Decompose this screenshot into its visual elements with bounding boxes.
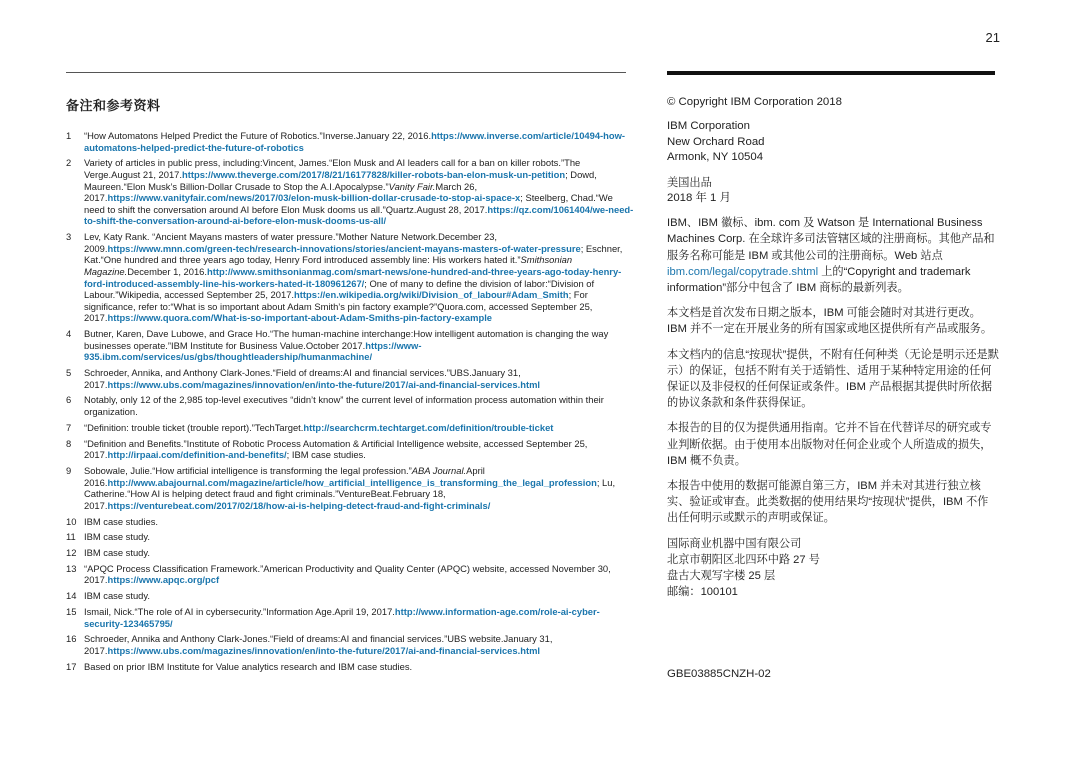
note-item xyxy=(66,367,636,390)
note-item xyxy=(66,531,636,543)
note-number: 9 xyxy=(66,464,72,476)
trademark-text-end: 上的“Copyright and trademark information”部分中包含了 IBM 商标的最新列表。 xyxy=(667,265,971,295)
disclaimer-paragraph: 本报告的目的仅为提供通用指南。它并不旨在代替详尽的研究或专业判断依据。由于使用本出版物对任何企业或个人所造成的损失，IBM 概不负责。 xyxy=(667,422,992,467)
right-divider xyxy=(667,71,995,75)
note-link[interactable]: https://venturebeat.com/2017/02/18/how-ai-is-helping-detect-fraud-and-fight-criminals/ xyxy=(107,499,491,511)
address-line: IBM Corporation xyxy=(667,120,750,133)
note-number: 10 xyxy=(66,515,77,527)
note-link[interactable]: https://www.mnn.com/green-tech/research-innovations/stories/ancient-mayans-masters-of-water-pressure xyxy=(107,242,581,254)
note-number: 6 xyxy=(66,394,72,406)
china-address-line: 邮编：100101 xyxy=(667,586,738,599)
note-text: Sobowale, Julie.“How artificial intelligence is transforming the legal profession.” xyxy=(84,464,412,476)
note-text: April 2016. xyxy=(84,464,485,488)
publication-date: 2018 年 1 月 xyxy=(667,191,731,204)
note-text: Based on prior IBM Institute for Value analytics research and IBM case studies. xyxy=(84,660,413,672)
page-number: 21 xyxy=(985,30,1000,45)
notes-list xyxy=(66,130,636,672)
note-item xyxy=(66,157,636,227)
note-text: Schroeder, Annika, and Anthony Clark-Jones.“Field of dreams:AI and financial services.”UBS.January 31, 2017. xyxy=(84,367,521,390)
note-publication: Vanity Fair. xyxy=(388,180,436,192)
publication-block xyxy=(667,175,999,207)
trademark-paragraph xyxy=(667,215,999,296)
china-address-block xyxy=(667,536,999,601)
note-text: “APQC Process Classification Framework.”American Productivity and Quality Center (APQC) website, accessed November 30, 2017. xyxy=(84,562,611,586)
note-text: ; Steelberg, Chad.“We need to shift the conversation around AI before Elon Musk dooms us all.”Quartz.August 28, 2017. xyxy=(84,192,613,215)
note-link[interactable]: https://en.wikipedia.org/wiki/Division_of_labour#Adam_Smith xyxy=(294,289,569,301)
note-link[interactable]: https://www.apqc.org/pcf xyxy=(107,574,220,586)
note-text: “Definition: trouble ticket (trouble report).”TechTarget. xyxy=(84,421,304,433)
note-text: Ismail, Nick.“The role of AI in cybersecurity.”Information Age.April 19, 2017. xyxy=(84,606,395,617)
note-text: Variety of articles in public press, including:Vincent, James.“Elon Musk and AI leaders call for a ban on killer robots.”The Verge.August 21, 2017. xyxy=(84,157,581,180)
note-number: 12 xyxy=(66,547,77,559)
note-item xyxy=(66,130,636,153)
info-column xyxy=(667,95,999,610)
note-text: ; Eschner, Kat.“One hundred and three years ago today, Henry Ford introduced assembly line: His workers hated it.” xyxy=(84,242,623,266)
note-link[interactable]: https://www.ubs.com/magazines/innovation/en/into-the-future/2017/ai-and-financial-services.html xyxy=(107,378,541,390)
note-item xyxy=(66,661,636,673)
note-text: Lev, Katy Rank. “Ancient Mayans masters of water pressure.”Mother Nature Network.December 23, 2009. xyxy=(84,231,498,254)
note-number: 17 xyxy=(66,660,77,672)
disclaimer-paragraph: 本报告中使用的数据可能源自第三方，IBM 并未对其进行独立核实、验证或审查。此类数据的使用结果均“按现状”提供，IBM 不作出任何明示或默示的声明或保证。 xyxy=(667,480,989,525)
notes-title: 备注和参考资料 xyxy=(66,98,161,113)
note-link[interactable]: https://www.theverge.com/2017/8/21/16177828/killer-robots-ban-elon-musk-un-petition xyxy=(182,168,566,180)
disclaimer-paragraph: 本文档内的信息“按现状”提供，不附有任何种类（无论是明示还是默示）的保证，包括不附有关于适销性、适用于某种特定用途的任何保证以及非侵权的任何保证或条件。IBM 产品根据其提供时所依据的协议条款和条件获得保证。 xyxy=(667,348,999,410)
note-number: 4 xyxy=(66,328,72,340)
address-block xyxy=(667,119,999,165)
note-text: IBM case study. xyxy=(84,590,150,602)
note-text: March 26, 2017. xyxy=(84,180,478,204)
note-number: 14 xyxy=(66,590,77,602)
note-item xyxy=(66,328,636,363)
address-line: Armonk, NY 10504 xyxy=(667,151,764,164)
note-item xyxy=(66,438,636,461)
note-number: 3 xyxy=(66,231,72,243)
note-text: IBM case study. xyxy=(84,547,150,559)
note-link[interactable]: http://www.abajournal.com/magazine/article/how_artificial_intelligence_is_transforming_the_legal_profession xyxy=(107,476,597,488)
note-text: ; Lu, Catherine.“How AI is helping detect fraud and fight criminals.”VentureBeat.February 18, 2017. xyxy=(84,476,616,511)
note-text: Notably, only 12 of the 2,985 top-level executives “didn’t know” the current level of information process automation within their organization. xyxy=(84,394,604,417)
note-text: ; IBM case studies. xyxy=(286,449,366,461)
note-number: 8 xyxy=(66,437,72,449)
note-link[interactable]: https://www.vanityfair.com/news/2017/03/elon-musk-billion-dollar-crusade-to-stop-ai-space-x xyxy=(107,192,521,204)
note-link[interactable]: https://qz.com/1061404/we-need-to-shift-the-conversation-around-ai-before-elon-musk-dooms-us-all/ xyxy=(84,203,634,227)
document-code: GBE03885CNZH-02 xyxy=(667,668,771,680)
china-address-line: 盘古大观写字楼 25 层 xyxy=(667,570,776,583)
note-item xyxy=(66,547,636,559)
note-number: 2 xyxy=(66,157,72,169)
disclaimer-paragraph: 本文档是首次发布日期之版本，IBM 可能会随时对其进行更改。IBM 并不一定在开展业务的所有国家或地区提供所有产品或服务。 xyxy=(667,307,993,336)
notes-column xyxy=(66,95,636,677)
note-item xyxy=(66,231,636,324)
note-item xyxy=(66,394,636,417)
note-number: 1 xyxy=(66,130,72,141)
note-publication: Smithsonian Magazine. xyxy=(84,254,573,277)
note-text: “How Automatons Helped Predict the Future of Robotics.”Inverse.January 22, 2016. xyxy=(84,130,432,141)
note-link[interactable]: https://www.inverse.com/article/10494-how-automatons-helped-predict-the-future-of-robotics xyxy=(84,130,626,153)
note-text: IBM case study. xyxy=(84,531,150,543)
note-text: “Definition and Benefits.”Institute of Robotic Process Automation & Artificial Intelligence website, accessed September 25, 2017. xyxy=(84,437,588,461)
note-item xyxy=(66,465,636,511)
note-number: 13 xyxy=(66,562,77,574)
note-text: ; For significance, refer to:“What is so important about Adam Smith’s pin factory example?”Quora.com, accessed September 25, 2017. xyxy=(84,289,593,324)
left-divider xyxy=(66,72,626,73)
note-link[interactable]: https://www.quora.com/What-is-so-important-about-Adam-Smiths-pin-factory-example xyxy=(107,312,493,324)
trademark-text: IBM、IBM 徽标、ibm. com 及 Watson 是 International Business Machines Corp. 在全球许多司法管辖区域的注册商标。其他产品和服务名称可能是 IBM 或其他公司的注册商标。Web 站点 xyxy=(667,217,995,262)
note-text: Butner, Karen, Dave Lubowe, and Grace Ho.“The human-machine interchange:How intelligent automation is changing the way businesses operate.”IBM Institute for Business Value.October 2017. xyxy=(84,328,609,351)
note-text: ; Dowd, Maureen.“Elon Musk’s Billion-Dollar Crusade to Stop the A.I.Apocalypse.” xyxy=(84,168,597,192)
note-publication: ABA Journal. xyxy=(411,464,467,476)
note-item xyxy=(66,516,636,528)
note-number: 11 xyxy=(66,531,76,543)
note-number: 15 xyxy=(66,606,77,617)
note-link[interactable]: http://www.smithsonianmag.com/smart-news/one-hundred-and-three-years-ago-today-henry-ford-introduced-assembly-line-his-workers-hated-it-180961267/ xyxy=(84,265,622,289)
note-item xyxy=(66,563,636,586)
note-link[interactable]: https://www-935.ibm.com/services/us/gbs/thoughtleadership/humanmachine/ xyxy=(84,339,422,363)
note-item xyxy=(66,422,636,434)
note-text: IBM case studies. xyxy=(84,515,158,527)
note-text: Schroeder, Annika and Anthony Clark-Jones.“Field of dreams:AI and financial services.”UBS website.January 31, 2017. xyxy=(84,633,553,656)
address-line: New Orchard Road xyxy=(667,135,765,148)
note-number: 5 xyxy=(66,367,72,379)
note-number: 7 xyxy=(66,421,72,433)
note-link[interactable]: http://www.information-age.com/role-ai-cyber-security-123465795/ xyxy=(84,606,600,629)
note-item xyxy=(66,590,636,602)
note-text: December 1, 2016. xyxy=(127,265,207,277)
copyright: © Copyright IBM Corporation 2018 xyxy=(667,96,842,108)
note-text: ; One of many to define the division of labor:“Division of Labour.”Wikipedia, accessed September 25, 2017. xyxy=(84,277,595,301)
china-address-line: 北京市朝阳区北四环中路 27 号 xyxy=(667,553,820,566)
china-address-line: 国际商业机器中国有限公司 xyxy=(667,537,802,550)
note-link[interactable]: https://www.ubs.com/magazines/innovation/en/into-the-future/2017/ai-and-financial-services.html xyxy=(107,644,541,656)
note-item xyxy=(66,633,636,656)
note-item xyxy=(66,606,636,629)
publication-origin: 美国出品 xyxy=(667,176,712,189)
trademark-link[interactable]: ibm.com/legal/copytrade.shtml xyxy=(667,265,819,278)
note-link[interactable]: http://searchcrm.techtarget.com/definition/trouble-ticket xyxy=(303,421,554,433)
note-link[interactable]: http://irpaai.com/definition-and-benefits/ xyxy=(107,449,287,461)
note-number: 16 xyxy=(66,633,77,645)
